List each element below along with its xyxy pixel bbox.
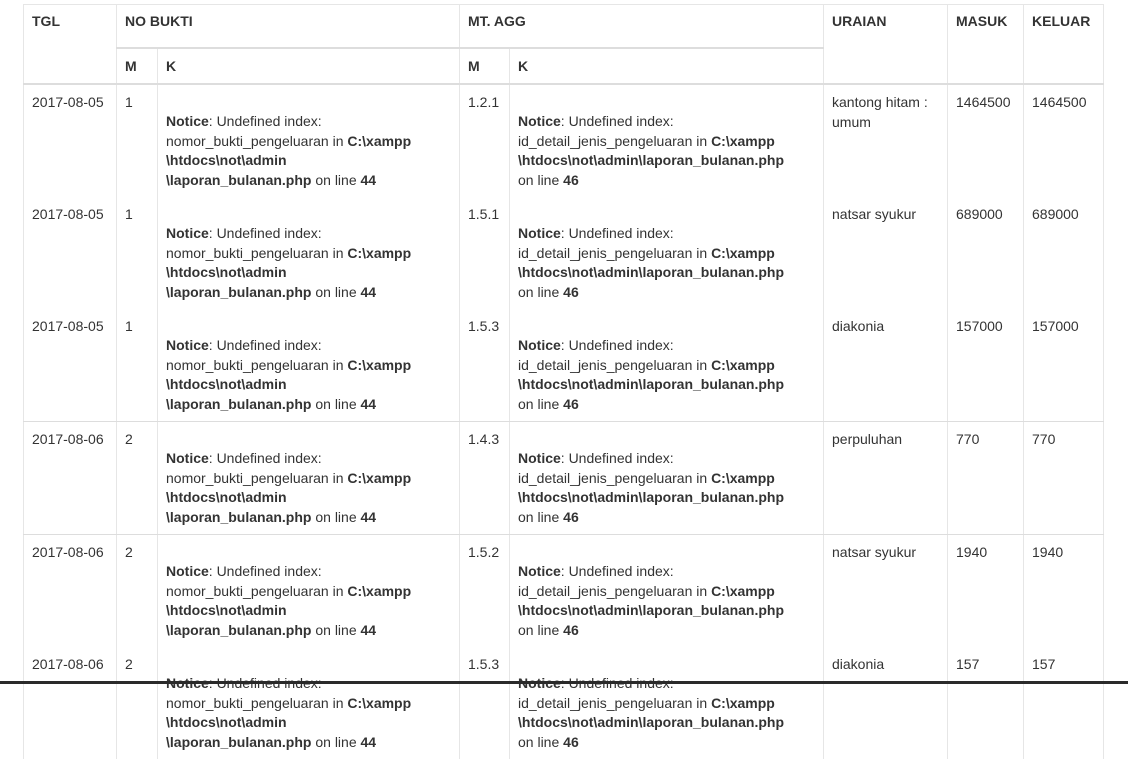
notice-nb-path-2: \htdocs\not\admin xyxy=(166,264,287,280)
notice-text: : Undefined index: xyxy=(208,113,322,129)
cell-value-uraian: natsar syukur xyxy=(832,206,917,222)
notice-nb-index: nomor_bukti_pengeluaran xyxy=(166,469,329,486)
cell-mt-agg-m xyxy=(460,197,510,309)
col-header-mt-agg-k: K xyxy=(510,48,824,84)
table-row xyxy=(24,309,1104,422)
cell-mt-agg-k xyxy=(510,422,824,535)
notice-nb-path-3: \laporan_bulanan.php xyxy=(166,733,312,750)
notice-mt-line: 46 xyxy=(563,733,579,750)
cell-tgl xyxy=(24,84,117,197)
notice-mt-line: 46 xyxy=(563,171,579,188)
notice-nb-index: nomor_bukti_pengeluaran xyxy=(166,356,329,373)
notice-nb-path-3: \laporan_bulanan.php xyxy=(166,171,312,188)
cell-value-tgl: 2017-08-05 xyxy=(32,318,104,334)
notice-nb-path-1: C:\xampp xyxy=(347,582,412,599)
notice-nb-line: 44 xyxy=(360,508,377,525)
cell-mt-agg-k xyxy=(510,309,824,422)
notice-on-line: on line xyxy=(311,283,361,300)
notice-on-line: on line xyxy=(311,621,361,638)
notice-nb-path-1: C:\xampp xyxy=(347,469,412,486)
notice-on-line: on line xyxy=(311,733,361,750)
php-notice-nomor-bukti xyxy=(166,562,451,640)
notice-nb-path-3: \laporan_bulanan.php xyxy=(166,508,312,525)
cell-value-keluar: 689000 xyxy=(1032,206,1079,222)
cell-value-uraian: kantong hitam : umum xyxy=(832,94,928,130)
notice-on-line: on line xyxy=(311,171,361,188)
notice-nb-path-3: \laporan_bulanan.php xyxy=(166,395,312,412)
notice-label: Notice xyxy=(518,337,561,353)
cell-uraian xyxy=(824,309,948,422)
cell-no-bukti-m xyxy=(117,84,158,197)
php-notice-id-detail xyxy=(518,449,815,527)
cell-no-bukti-m xyxy=(117,197,158,309)
notice-mt-path-2: \htdocs\not\admin\laporan_bulanan.php xyxy=(518,152,785,168)
cell-uraian xyxy=(824,647,948,759)
cell-masuk xyxy=(948,647,1024,759)
cell-no-bukti-k xyxy=(158,422,460,535)
notice-mt-index: id_detail_jenis_pengeluaran xyxy=(518,582,693,599)
notice-text: : Undefined index: xyxy=(208,225,322,241)
cell-masuk xyxy=(948,422,1024,535)
cell-uraian xyxy=(824,535,948,648)
cell-value-uraian: diakonia xyxy=(832,656,885,672)
cell-value-mt-m: 1.2.1 xyxy=(468,94,500,110)
cell-masuk xyxy=(948,197,1024,309)
notice-on-line: on line xyxy=(518,621,564,638)
cell-no-bukti-k xyxy=(158,535,460,648)
cell-tgl xyxy=(24,309,117,422)
cell-value-uraian: diakonia xyxy=(832,318,885,334)
cell-no-bukti-k xyxy=(158,84,460,197)
cell-uraian xyxy=(824,422,948,535)
cell-no-bukti-m xyxy=(117,647,158,759)
cell-value-masuk: 1940 xyxy=(956,544,988,560)
notice-label: Notice xyxy=(518,113,561,129)
notice-nb-path-2: \htdocs\not\admin xyxy=(166,152,287,168)
notice-nb-index: nomor_bukti_pengeluaran xyxy=(166,132,329,149)
cell-keluar xyxy=(1024,535,1104,648)
cell-keluar xyxy=(1024,422,1104,535)
notice-nb-index: nomor_bukti_pengeluaran xyxy=(166,694,329,711)
notice-mt-index: id_detail_jenis_pengeluaran xyxy=(518,244,693,261)
col-header-no-bukti-k: K xyxy=(158,48,460,84)
notice-in-text: in xyxy=(692,132,712,149)
col-header-keluar: KELUAR xyxy=(1024,5,1104,85)
cell-no-bukti-m xyxy=(117,535,158,648)
cell-value-masuk: 157 xyxy=(956,656,980,672)
notice-nb-path-2: \htdocs\not\admin xyxy=(166,714,287,730)
table-row xyxy=(24,422,1104,535)
cell-value-m: 2 xyxy=(125,656,133,672)
notice-label: Notice xyxy=(518,225,561,241)
notice-in-text: in xyxy=(328,469,348,486)
notice-nb-line: 44 xyxy=(360,395,377,412)
notice-text: : Undefined index: xyxy=(560,450,674,466)
notice-label: Notice xyxy=(166,563,209,579)
notice-nb-line: 44 xyxy=(360,171,377,188)
cell-value-tgl: 2017-08-06 xyxy=(32,656,104,672)
notice-mt-path-2: \htdocs\not\admin\laporan_bulanan.php xyxy=(518,602,785,618)
notice-nb-path-1: C:\xampp xyxy=(347,694,412,711)
cell-mt-agg-m xyxy=(460,535,510,648)
notice-label: Notice xyxy=(166,225,209,241)
notice-mt-path-1: C:\xampp xyxy=(711,356,775,373)
php-notice-nomor-bukti xyxy=(166,224,451,302)
cell-no-bukti-k xyxy=(158,309,460,422)
cell-value-m: 1 xyxy=(125,206,133,222)
cell-keluar xyxy=(1024,84,1104,197)
cell-value-masuk: 770 xyxy=(956,431,980,447)
notice-text: : Undefined index: xyxy=(208,337,322,353)
notice-on-line: on line xyxy=(518,171,564,188)
cell-no-bukti-k xyxy=(158,647,460,759)
notice-mt-path-2: \htdocs\not\admin\laporan_bulanan.php xyxy=(518,376,785,392)
notice-label: Notice xyxy=(518,450,561,466)
notice-label: Notice xyxy=(518,563,561,579)
notice-in-text: in xyxy=(328,694,348,711)
notice-nb-index: nomor_bukti_pengeluaran xyxy=(166,582,329,599)
notice-label: Notice xyxy=(166,113,209,129)
cell-keluar xyxy=(1024,309,1104,422)
cell-value-m: 2 xyxy=(125,431,133,447)
php-notice-id-detail xyxy=(518,562,815,640)
notice-text: : Undefined index: xyxy=(560,225,674,241)
notice-mt-path-1: C:\xampp xyxy=(711,582,775,599)
notice-in-text: in xyxy=(328,356,348,373)
cell-value-tgl: 2017-08-05 xyxy=(32,94,104,110)
cell-mt-agg-k xyxy=(510,197,824,309)
notice-mt-index: id_detail_jenis_pengeluaran xyxy=(518,132,693,149)
cell-value-mt-m: 1.5.3 xyxy=(468,318,500,334)
cell-uraian xyxy=(824,197,948,309)
notice-in-text: in xyxy=(692,356,712,373)
table-row xyxy=(24,535,1104,648)
cell-value-keluar: 157 xyxy=(1032,656,1056,672)
notice-nb-line: 44 xyxy=(360,283,377,300)
notice-on-line: on line xyxy=(518,733,564,750)
cell-uraian xyxy=(824,84,948,197)
cell-value-mt-m: 1.5.1 xyxy=(468,206,500,222)
notice-mt-line: 46 xyxy=(563,283,579,300)
cell-value-keluar: 1940 xyxy=(1032,544,1064,560)
cell-no-bukti-m xyxy=(117,422,158,535)
cell-value-mt-m: 1.5.2 xyxy=(468,544,500,560)
notice-in-text: in xyxy=(328,244,348,261)
notice-nb-path-2: \htdocs\not\admin xyxy=(166,489,287,505)
cell-masuk xyxy=(948,84,1024,197)
cell-mt-agg-m xyxy=(460,647,510,759)
cell-value-keluar: 770 xyxy=(1032,431,1056,447)
notice-nb-path-1: C:\xampp xyxy=(347,132,412,149)
php-notice-id-detail xyxy=(518,674,815,752)
notice-nb-path-3: \laporan_bulanan.php xyxy=(166,283,312,300)
notice-mt-index: id_detail_jenis_pengeluaran xyxy=(518,356,693,373)
notice-mt-path-2: \htdocs\not\admin\laporan_bulanan.php xyxy=(518,264,785,280)
cell-value-m: 2 xyxy=(125,544,133,560)
cell-value-m: 1 xyxy=(125,318,133,334)
notice-nb-path-1: C:\xampp xyxy=(347,244,412,261)
cell-value-masuk: 689000 xyxy=(956,206,1003,222)
cell-value-uraian: natsar syukur xyxy=(832,544,917,560)
notice-in-text: in xyxy=(328,132,348,149)
notice-mt-path-1: C:\xampp xyxy=(711,694,775,711)
table-row xyxy=(24,84,1104,197)
cell-value-m: 1 xyxy=(125,94,133,110)
notice-mt-path-2: \htdocs\not\admin\laporan_bulanan.php xyxy=(518,489,785,505)
notice-on-line: on line xyxy=(518,395,564,412)
col-header-no-bukti-m: M xyxy=(117,48,158,84)
notice-nb-path-3: \laporan_bulanan.php xyxy=(166,621,312,638)
notice-nb-path-2: \htdocs\not\admin xyxy=(166,376,287,392)
notice-nb-index: nomor_bukti_pengeluaran xyxy=(166,244,329,261)
notice-text: : Undefined index: xyxy=(560,337,674,353)
monthly-report-table xyxy=(23,4,1104,759)
col-header-no-bukti: NO BUKTI xyxy=(117,5,460,49)
table-row xyxy=(24,197,1104,309)
cell-tgl xyxy=(24,422,117,535)
cell-value-masuk: 1464500 xyxy=(956,94,1011,110)
cell-value-masuk: 157000 xyxy=(956,318,1003,334)
notice-in-text: in xyxy=(692,694,712,711)
notice-on-line: on line xyxy=(311,395,361,412)
cell-value-mt-m: 1.5.3 xyxy=(468,656,500,672)
notice-text: : Undefined index: xyxy=(560,113,674,129)
cell-value-keluar: 157000 xyxy=(1032,318,1079,334)
notice-mt-index: id_detail_jenis_pengeluaran xyxy=(518,469,693,486)
cell-no-bukti-k xyxy=(158,197,460,309)
php-notice-id-detail xyxy=(518,224,815,302)
cell-tgl xyxy=(24,197,117,309)
cell-value-mt-m: 1.4.3 xyxy=(468,431,500,447)
notice-mt-path-1: C:\xampp xyxy=(711,132,775,149)
cell-keluar xyxy=(1024,197,1104,309)
php-notice-id-detail xyxy=(518,336,815,414)
notice-mt-line: 46 xyxy=(563,621,579,638)
notice-label: Notice xyxy=(166,450,209,466)
notice-text: : Undefined index: xyxy=(208,563,322,579)
notice-mt-line: 46 xyxy=(563,508,579,525)
cell-value-tgl: 2017-08-05 xyxy=(32,206,104,222)
cell-no-bukti-m xyxy=(117,309,158,422)
php-notice-nomor-bukti xyxy=(166,674,451,752)
notice-nb-line: 44 xyxy=(360,733,377,750)
cell-mt-agg-m xyxy=(460,84,510,197)
cell-mt-agg-m xyxy=(460,309,510,422)
notice-nb-path-1: C:\xampp xyxy=(347,356,412,373)
cell-mt-agg-k xyxy=(510,535,824,648)
notice-in-text: in xyxy=(692,469,712,486)
cell-value-keluar: 1464500 xyxy=(1032,94,1087,110)
cell-mt-agg-k xyxy=(510,647,824,759)
cell-mt-agg-m xyxy=(460,422,510,535)
notice-mt-index: id_detail_jenis_pengeluaran xyxy=(518,694,693,711)
notice-text: : Undefined index: xyxy=(560,563,674,579)
notice-mt-path-2: \htdocs\not\admin\laporan_bulanan.php xyxy=(518,714,785,730)
notice-on-line: on line xyxy=(518,283,564,300)
cell-masuk xyxy=(948,309,1024,422)
window-bottom-edge xyxy=(0,681,1128,684)
php-notice-id-detail xyxy=(518,112,815,190)
cell-mt-agg-k xyxy=(510,84,824,197)
notice-mt-line: 46 xyxy=(563,395,579,412)
cell-value-uraian: perpuluhan xyxy=(832,431,903,447)
col-header-mt-agg: MT. AGG xyxy=(460,5,824,49)
col-header-tgl: TGL xyxy=(24,5,117,85)
cell-value-tgl: 2017-08-06 xyxy=(32,431,104,447)
notice-mt-path-1: C:\xampp xyxy=(711,469,775,486)
php-notice-nomor-bukti xyxy=(166,112,451,190)
notice-in-text: in xyxy=(692,244,712,261)
notice-in-text: in xyxy=(328,582,348,599)
notice-nb-path-2: \htdocs\not\admin xyxy=(166,602,287,618)
php-notice-nomor-bukti xyxy=(166,336,451,414)
notice-on-line: on line xyxy=(311,508,361,525)
col-header-uraian: URAIAN xyxy=(824,5,948,85)
notice-on-line: on line xyxy=(518,508,564,525)
table-row xyxy=(24,647,1104,759)
col-header-masuk: MASUK xyxy=(948,5,1024,85)
notice-in-text: in xyxy=(692,582,712,599)
notice-nb-line: 44 xyxy=(360,621,377,638)
col-header-mt-agg-m: M xyxy=(460,48,510,84)
cell-value-tgl: 2017-08-06 xyxy=(32,544,104,560)
cell-masuk xyxy=(948,535,1024,648)
notice-mt-path-1: C:\xampp xyxy=(711,244,775,261)
cell-tgl xyxy=(24,647,117,759)
notice-label: Notice xyxy=(166,337,209,353)
cell-tgl xyxy=(24,535,117,648)
cell-keluar xyxy=(1024,647,1104,759)
php-notice-nomor-bukti xyxy=(166,449,451,527)
notice-text: : Undefined index: xyxy=(208,450,322,466)
